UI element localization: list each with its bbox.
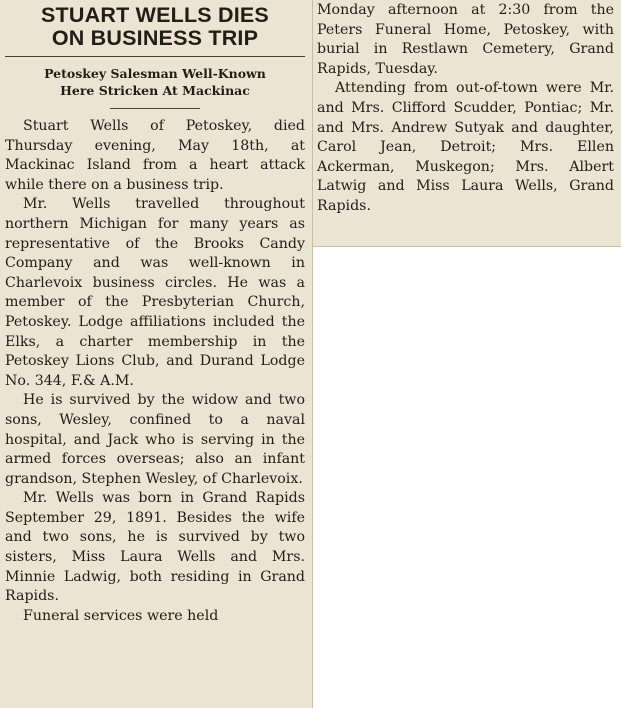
article-column-right bbox=[317, 0, 614, 217]
subheadline-rule bbox=[110, 108, 200, 109]
paragraph: Stuart Wells of Petoskey, died Thursday evening, May 18th, at Mackinac Island from a heart attack while there on a business trip. bbox=[5, 118, 305, 193]
article-column-left bbox=[5, 0, 305, 626]
headline-line-1: STUART WELLS DIES bbox=[41, 3, 269, 27]
subheadline-line-2: Here Stricken At Mackinac bbox=[60, 83, 250, 98]
clipping-right bbox=[313, 0, 621, 247]
headline-line-2: ON BUSINESS TRIP bbox=[51, 26, 259, 50]
paragraph: Funeral services were held bbox=[23, 607, 219, 624]
headline bbox=[5, 4, 305, 50]
paragraph: He is survived by the widow and two sons, Wesley, confined to a naval hospital, and Jack who is serving in the armed forces overseas; also an infant grandson, Stephen Wesley, of Charlevoix. bbox=[5, 392, 305, 487]
headline-rule bbox=[5, 56, 305, 57]
body-text-right bbox=[317, 1, 614, 217]
subheadline-line-1: Petoskey Salesman Well-Known bbox=[44, 66, 266, 81]
body-text-left bbox=[5, 117, 305, 626]
paragraph: Attending from out-of-town were Mr. and Mrs. Clifford Scudder, Pontiac; Mr. and Mrs. Andrew Sutyak and daughter, Carol Jean, Detroit; Mrs. Ellen Ackerman, Muskegon; Mrs. Albert Latwig and Miss Laura Wells, Grand Rapids. bbox=[317, 80, 614, 214]
subheadline bbox=[5, 65, 305, 99]
paragraph-continued: Monday afternoon at 2:30 from the Peters Funeral Home, Petoskey, with burial in Restlawn Cemetery, Grand Rapids, Tuesday. bbox=[317, 2, 614, 77]
paragraph: Mr. Wells travelled throughout northern Michigan for many years as representative of the Brooks Candy Company and was well-known in Charlevoix business circles. He was a member of the Presbyterian Church, Petoskey. Lodge affiliations included the Elks, a charter membership in the Petoskey Lions Club, and Durand Lodge No. 344, F.& A.M. bbox=[5, 196, 305, 389]
paragraph: Mr. Wells was born in Grand Rapids September 29, 1891. Besides the wife and two sons, he is survived by two sisters, Miss Laura Wells and Mrs. Minnie Ladwig, both residing in Grand Rapids. bbox=[5, 490, 305, 605]
